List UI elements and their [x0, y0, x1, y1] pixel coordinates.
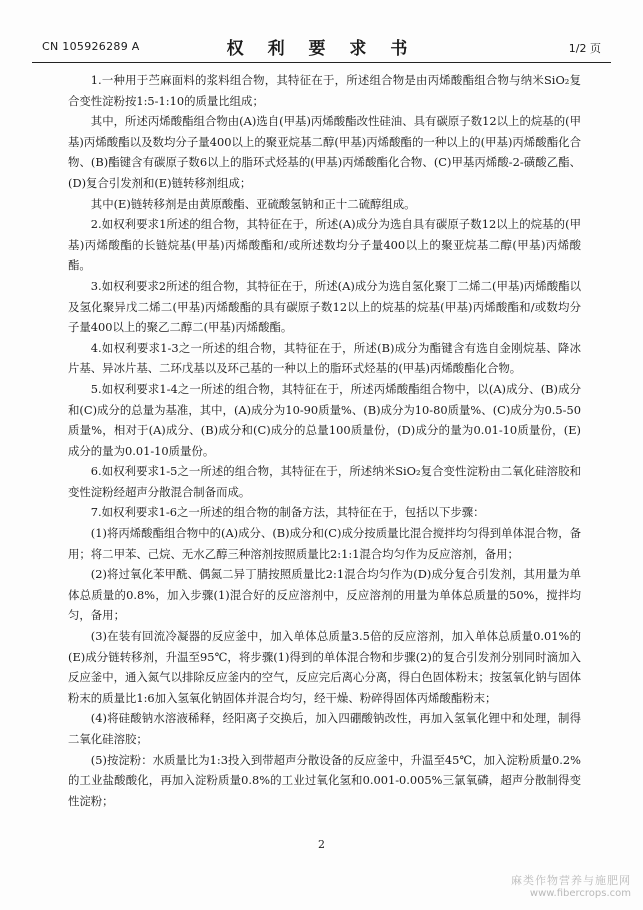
claim-paragraph: (1)将丙烯酸酯组合物中的(A)成分、(B)成分和(C)成分按质量比混合搅拌均匀得到单体混合物，备用；将二甲苯、己烷、无水乙醇三种溶剂按照质量比2:1:1混合均匀作为反应溶剂，备用；: [68, 526, 581, 561]
document-title: 权 利 要 求 书: [226, 39, 417, 59]
claim-paragraph: 7.如权利要求1-6之一所述的组合物的制备方法，其特征在于，包括以下步骤：: [90, 505, 485, 520]
claim-paragraph: 6.如权利要求1-5之一所述的组合物，其特征在于，所述纳米SiO₂复合变性淀粉由二氧化硅溶胶和变性淀粉经超声分散混合制备而成。: [68, 464, 581, 499]
watermark-text: 麻类作物营养与施肥网: [511, 874, 631, 887]
claim-paragraph: (2)将过氧化苯甲酰、偶氮二异丁腈按照质量比2:1混合均匀作为(D)成分复合引发剂，其用量为单体总质量的0.8%，加入步骤(1)混合好的反应溶剂中，反应溶剂的用量为单体总质量的50%，搅拌均匀，备用；: [68, 567, 581, 623]
document-number: CN 105926289 A: [42, 40, 140, 53]
site-watermark: [511, 874, 631, 900]
header-divider: [32, 62, 611, 63]
claim-paragraph: (4)将硅酸钠水溶液稀释，经阳离子交换后，加入四硼酸钠改性，再加入氢氧化锂中和处理，制得二氧化硅溶胶；: [68, 711, 581, 746]
claim-paragraph: (3)在装有回流冷凝器的反应釜中，加入单体总质量3.5倍的反应溶剂，加入单体总质量0.01%的(E)成分链转移剂，升温至95℃，将步骤(1)得到的单体混合物和步骤(2)的复合引发剂分别同时滴加入反应釜中，通入氮气以排除反应釜内的空气，反应完后离心分离，得白色固体粉末；按氢氧化钠与固体粉末的质量比1:6加入氢氧化钠固体并混合均匀，经干燥、粉碎得固体丙烯酸酯粉末；: [68, 629, 581, 705]
claim-paragraph: 1.一种用于苎麻面料的浆料组合物，其特征在于，所述组合物是由丙烯酸酯组合物与纳米SiO₂复合变性淀粉按1:5-1:10的质量比组成；: [68, 73, 581, 108]
claim-paragraph: 5.如权利要求1-4之一所述的组合物，其特征在于，所述丙烯酸酯组合物中，以(A)成分、(B)成分和(C)成分的总量为基准，其中，(A)成分为10-90质量%、(B)成分为10-80质量%、(C)成分为0.5-50质量%，相对于(A)成分、(B)成分和(C)成分的总量100质量份，(D)成分的量为0.01-10质量份，(E)成分的量为0.01-10质量份。: [68, 381, 581, 458]
page-header: [32, 32, 611, 60]
watermark-url: www.fibercrops.com: [529, 888, 631, 899]
page-count: 1/2 页: [568, 42, 601, 55]
claims-body: [68, 70, 581, 811]
page-number: 2: [318, 838, 325, 851]
claim-paragraph: 其中(E)链转移剂是由黄原酸酯、亚硫酸氢钠和正十二硫醇组成。: [90, 196, 416, 211]
claim-paragraph: 2.如权利要求1所述的组合物，其特征在于，所述(A)成分为选自具有碳原子数12以上的烷基的(甲基)丙烯酸酯的长链烷基(甲基)丙烯酸酯和/或所述数均分子量400以上的聚亚烷基二醇(甲基)丙烯酸酯。: [68, 217, 581, 273]
claim-paragraph: 4.如权利要求1-3之一所述的组合物，其特征在于，所述(B)成分为酯键含有选自金刚烷基、降冰片基、异冰片基、二环戊基以及环己基的一种以上的脂环式烃基的(甲基)丙烯酸酯化合物。: [68, 340, 581, 376]
claim-paragraph: 3.如权利要求2所述的组合物，其特征在于，所述(A)成分为选自氢化聚丁二烯二(甲基)丙烯酸酯以及氢化聚异戊二烯二(甲基)丙烯酸酯的具有碳原子数12以上的烷基的烷基(甲基)丙烯酸酯和/或数均分子量400以上的聚乙二醇二(甲基)丙烯酸酯。: [68, 278, 581, 335]
claim-paragraph: (5)按淀粉：水质量比为1:3投入到带超声分散设备的反应釜中，升温至45℃，加入淀粉质量0.2%的工业盐酸酸化，再加入淀粉质量0.8%的工业过氧化氢和0.001-0.005%三氯氧磷，超声分散制得变性淀粉；: [68, 752, 581, 808]
claim-paragraph: 其中，所述丙烯酸酯组合物由(A)选自(甲基)丙烯酸酯改性硅油、具有碳原子数12以上的烷基的(甲基)丙烯酸酯以及数均分子量400以上的聚亚烷基二醇(甲基)丙烯酸酯的一种以上的(甲基)丙烯酸酯化合物、(B)酯键含有碳原子数6以上的脂环式烃基的(甲基)丙烯酸酯化合物、(C)甲基丙烯酸-2-磺酸乙酯、(D)复合引发剂和(E)链转移剂组成；: [68, 114, 581, 190]
